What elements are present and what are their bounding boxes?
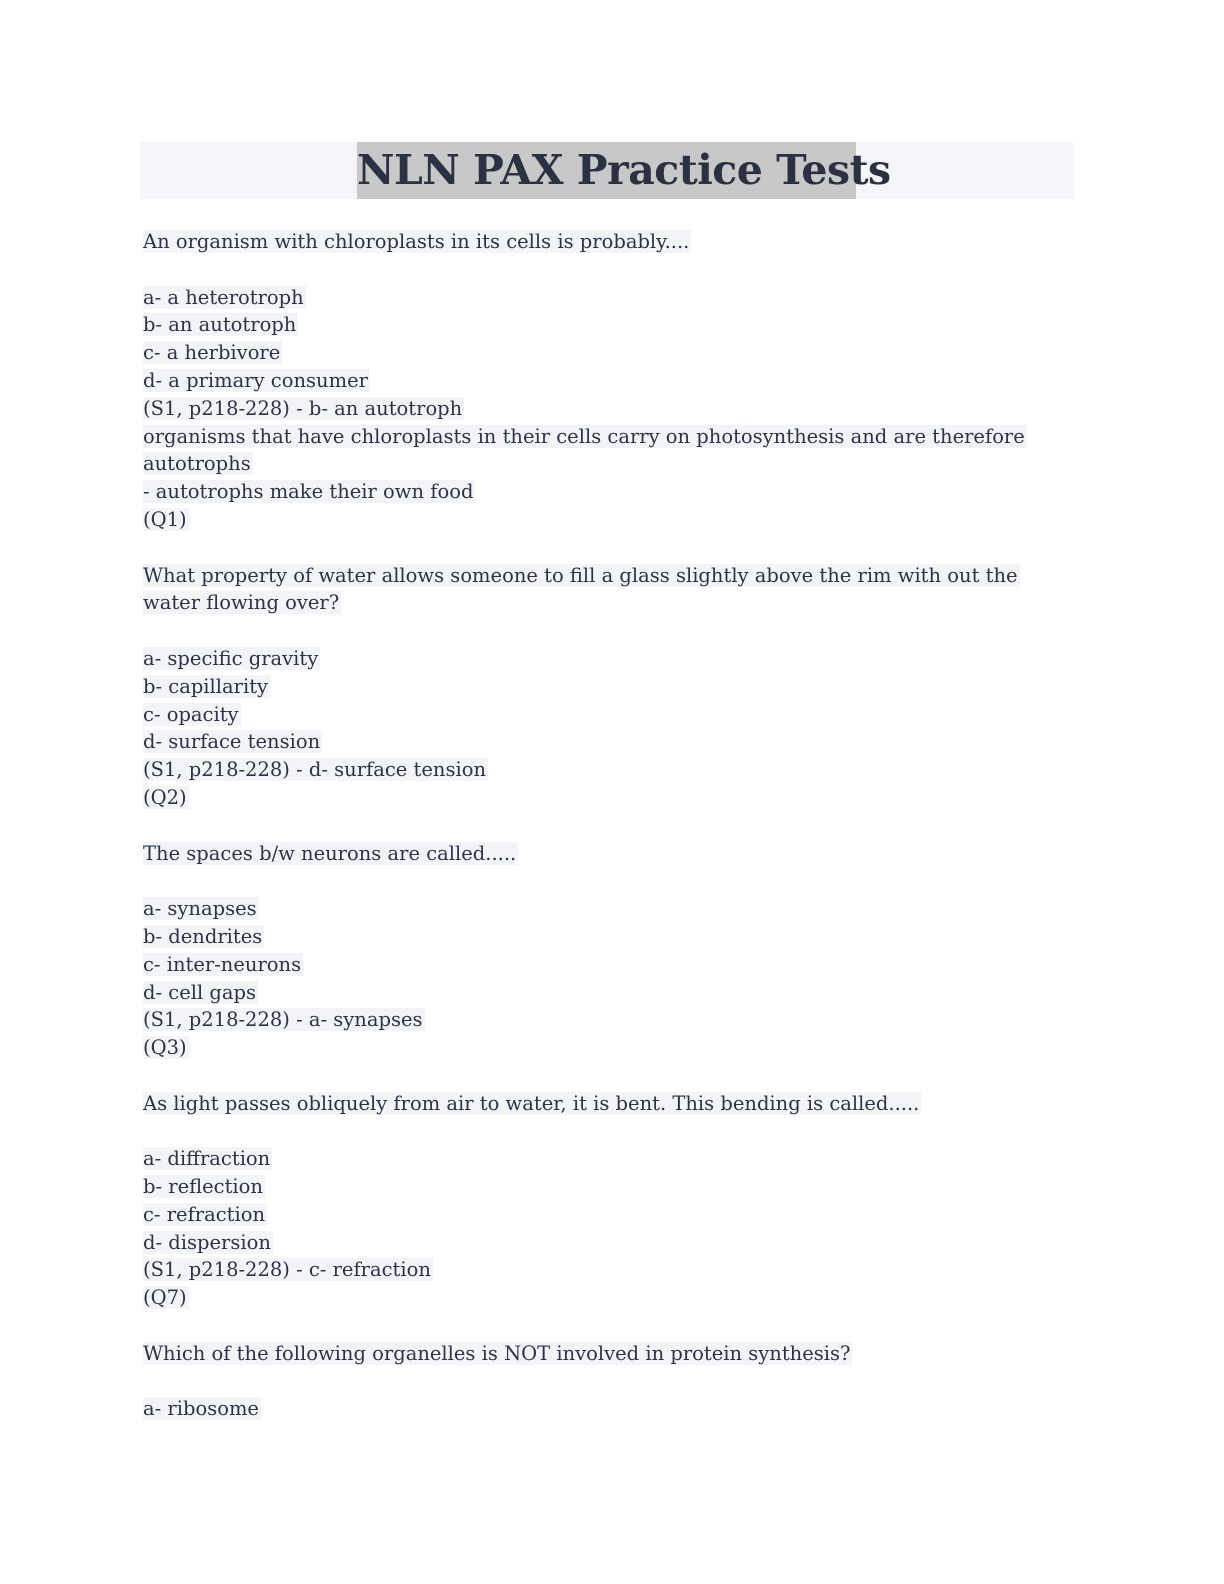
document-body [143, 228, 1048, 1423]
q1-option-b: b- an autotroph [143, 313, 297, 337]
q1-explanation-line-3: - autotrophs make their own food [143, 480, 474, 504]
page-title: NLN PAX Practice Tests [357, 142, 856, 199]
q3-option-a: a- synapses [143, 897, 257, 921]
q1-answer: (S1, p218-228) - b- an autotroph [143, 396, 463, 420]
q7-option-b: b- reflection [143, 1175, 263, 1199]
q2-question-line-2: water flowing over? [143, 591, 340, 615]
q-next-option-a: a- ribosome [143, 1397, 259, 1421]
q3-option-d: d- cell gaps [143, 980, 257, 1004]
q7-option-d: d- dispersion [143, 1230, 271, 1254]
q1-question: An organism with chloroplasts in its cells is probably.... [143, 230, 690, 253]
q1-explanation-line-1: organisms that have chloroplasts in their cells carry on photosynthesis and are therefore [143, 424, 1025, 448]
q2-question-line-1: What property of water allows someone to fill a glass slightly above the rim with out the [143, 563, 1018, 587]
q1-ref: (Q1) [143, 507, 187, 531]
q3-question: The spaces b/w neurons are called..... [143, 841, 517, 865]
q7-option-c: c- refraction [143, 1202, 266, 1226]
q2-option-d: d- surface tension [143, 730, 321, 754]
q1-explanation-line-2: autotrophs [143, 452, 251, 476]
q3-answer: (S1, p218-228) - a- synapses [143, 1008, 423, 1032]
q7-option-a: a- diffraction [143, 1147, 271, 1171]
q3-option-b: b- dendrites [143, 924, 263, 948]
q7-ref: (Q7) [143, 1286, 187, 1310]
q2-option-a: a- specific gravity [143, 646, 319, 670]
q1-option-c: c- a herbivore [143, 341, 281, 365]
q3-option-c: c- inter-neurons [143, 952, 302, 976]
q2-answer: (S1, p218-228) - d- surface tension [143, 758, 487, 782]
q3-ref: (Q3) [143, 1036, 187, 1060]
q2-option-b: b- capillarity [143, 674, 269, 698]
q2-option-c: c- opacity [143, 702, 239, 726]
q1-option-d: d- a primary consumer [143, 368, 368, 392]
q7-answer: (S1, p218-228) - c- refraction [143, 1258, 431, 1282]
q1-option-a: a- a heterotroph [143, 285, 304, 309]
q2-ref: (Q2) [143, 785, 187, 809]
q-next-question: Which of the following organelles is NOT involved in protein synthesis? [143, 1341, 851, 1365]
q7-question: As light passes obliquely from air to water, it is bent. This bending is called..... [143, 1091, 920, 1115]
